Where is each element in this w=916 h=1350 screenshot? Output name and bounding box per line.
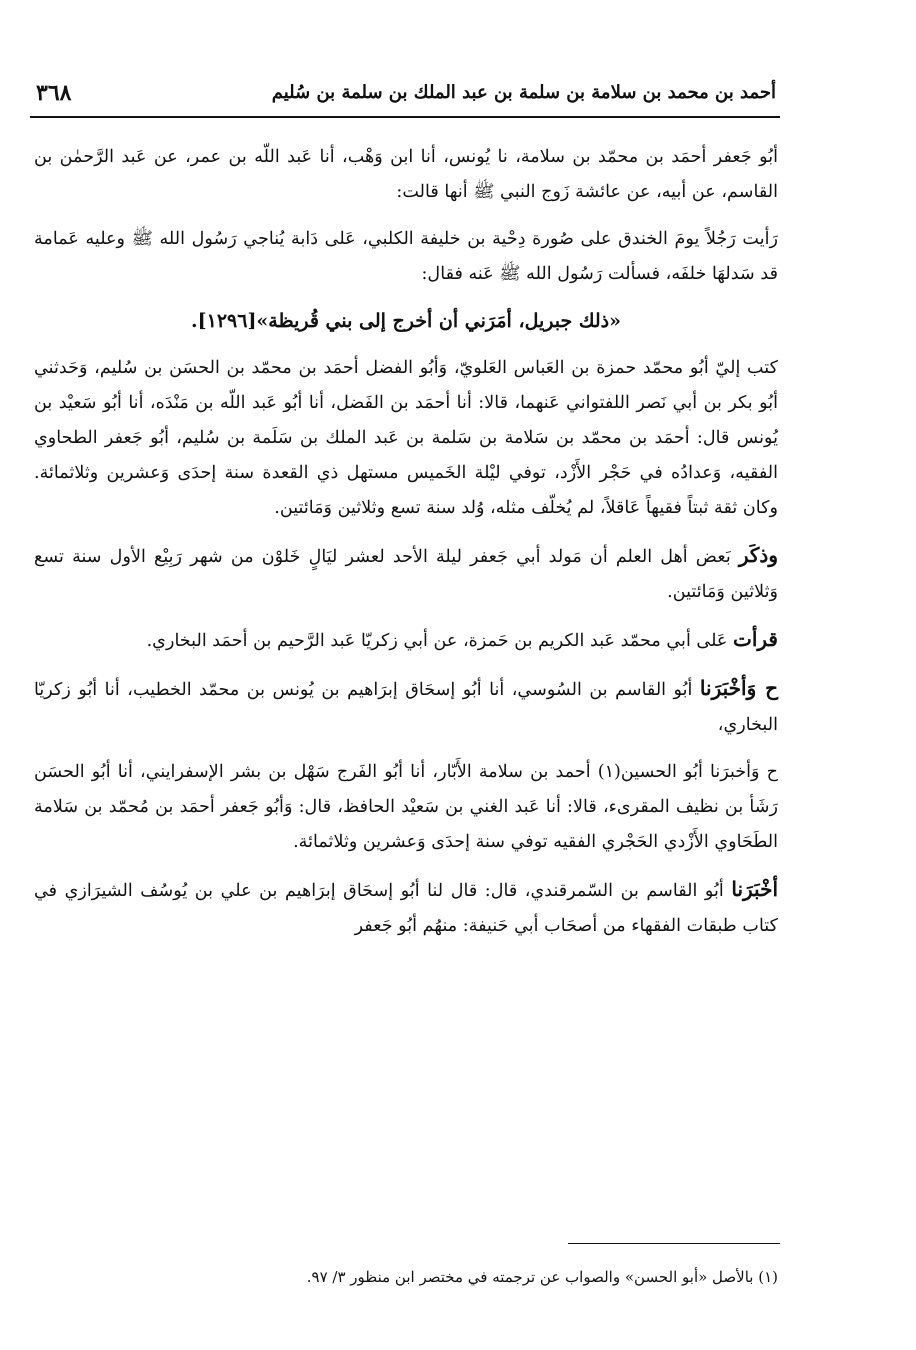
paragraph-text: كتب إليّ أبُو محمّد حمزة بن العَباس العَلويّ، وَأبُو الفضل أحمَد بن محمّد بن الحسَن بن سُليم، وَحَدثني أبُو بكر بن أبي نَصر اللفتواني عَنهما، قالا: أنا أحمَد بن الفَضل، أنا أبُو عَبد اللّه بن مَنْدَه، أنا أبُو سَعيْد بن يُونس قال: أحمَد بن محمّد بن سَلامة بن سَلمة بن عَبد الملك بن سَلَمة بن سُليم، أبُو جَعفر الطحاوي الفقيه، وَعدادُه في حَجْر الأَزْد، توفي ليْلة الخَميس مستهل ذي القعدة سنة إحدَى وَعشرين وثلاثمائة. وكان ثقة ثبتاً فقيهاً عَاقلاً، لم يُخلّف مثله، وُلد سنة تسع وثلاثين وَمَائتين. <box>34 358 778 518</box>
paragraph-hadith-1 <box>34 222 778 292</box>
paragraph-biography <box>34 351 778 526</box>
paragraph-lead: ح وَأخْبَرَنا <box>699 676 778 700</box>
paragraph-text: بَعض أهل العلم أن مَولد أبي جَعفر ليلة الأحد لعشر ليَالٍ خَلوْن من شهر رَبِيْع الأول سنة تسع وَثلاثين وَمَائتين. <box>34 547 778 602</box>
footnote-text: (١) بالأصل «أبو الحسن» والصواب عن ترجمته في مختصر ابن منظور ٣/ ٩٧. <box>306 1268 778 1286</box>
paragraph-quote <box>34 304 778 339</box>
paragraph-reading <box>34 622 778 659</box>
paragraph-text: رَأيت رَجُلاً يومَ الخندق على صُورة دِحْية بن خليفة الكلبي، عَلى دَابة يُناجي رَسُول الله ﷺ وعليه عَمامة قد سَدلهَا خلفَه، فسألت رَسُول الله ﷺ عَنه فقال: <box>34 229 778 284</box>
paragraph-text: أبُو القاسم بن السُوسي، أنا أبُو إسحَاق إبرَاهيم بن يُونس بن محمّد الخطيب، أنا أبُو زكريّا البخاري، <box>34 680 778 735</box>
main-text <box>34 140 778 956</box>
paragraph-isnad-2 <box>34 671 778 743</box>
page-header <box>30 78 780 114</box>
paragraph-text: أبُو جَعفر أحمَد بن محمّد بن سلامة، نا يُونس، أنا ابن وَهْب، أنا عَبد اللّه بن عمر، عن عَبد الرَّحمٰن بن القاسم، عن أبيه، عن عائشة زَوج النبي ﷺ أنها قالت: <box>34 147 778 202</box>
paragraph-text: عَلى أبي محمّد عَبد الكريم بن حَمزة، عن أبي زكريّا عَبد الرَّحيم بن أحمَد البخاري. <box>146 631 728 651</box>
paragraph-birth <box>34 538 778 610</box>
paragraph-lead: أخْبَرَنا <box>731 877 778 901</box>
paragraph-lead: وذكَر <box>738 543 778 567</box>
paragraph-isnad-4 <box>34 872 778 944</box>
quote-text: «ذلك جبريل، أمَرَني أن أخرج إلى بني قُريظة»[١٢٩٦]. <box>191 310 621 332</box>
running-title: أحمد بن محمد بن سلامة بن سلمة بن عبد الملك بن سلمة بن سُليم <box>271 82 776 103</box>
paragraph-text: أبُو القاسم بن السّمرقندي، قال: قال لنا أبُو إسحَاق إبرَاهيم بن علي بن يُوسُف الشيرَازي في كتاب طبقات الفقهاء من أصحَاب أبي حَنيفة: منهُم أبُو جَعفر <box>34 881 778 936</box>
paragraph-isnad-3 <box>34 755 778 860</box>
footnote <box>34 1264 778 1290</box>
paragraph-text: ح وَأخبرَنا أبُو الحسين(١) أحمد بن سلامة الأَبّار، أنا أبُو الفَرج سَهْل بن بشر الإسفرايني، أنا أبُو الحسَن رَشَأ بن نظيف المقرىء، قالا: أنا عَبد الغني بن سَعيْد الحافظ، قال: وَأبُو جَعفر أحمَد بن مُحمّد بن سَلامة الطَحَاوي الأَزْدي الحَجْري الفقيه توفي سنة إحدَى وَعشرين وثلاثمائة. <box>34 762 778 852</box>
header-divider <box>30 116 780 118</box>
footnote-divider <box>568 1243 780 1244</box>
paragraph-lead: قرأت <box>733 627 778 651</box>
paragraph-isnad-1 <box>34 140 778 210</box>
page-number: ٣٦٨ <box>36 80 72 106</box>
